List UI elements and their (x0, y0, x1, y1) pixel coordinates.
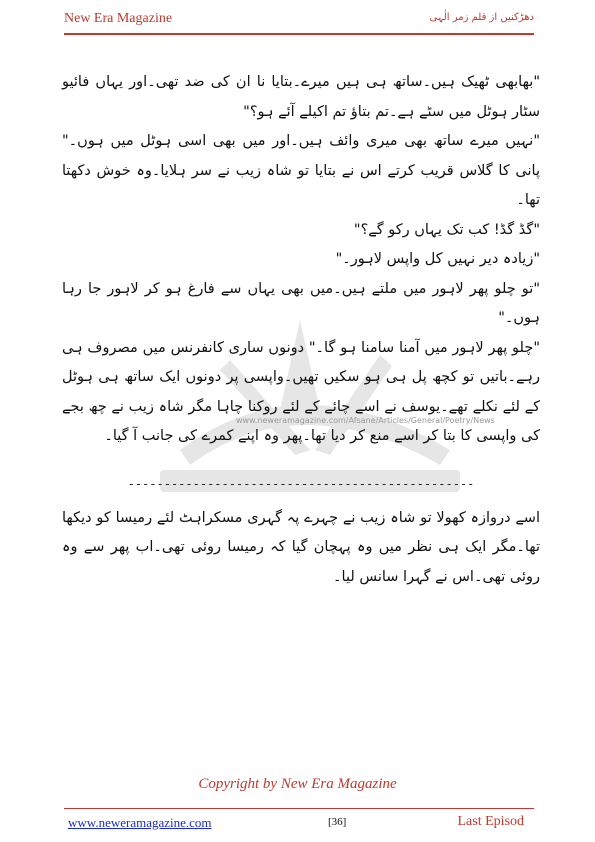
website-link[interactable]: www.neweramagazine.com (68, 815, 212, 830)
paragraph: "چلو پھر لاہور میں آمنا سامنا ہو گا۔" دونوں ساری کانفرنس میں مصروف ہی رہے۔باتیں تو کچھ پل ہی ہو سکیں تھیں۔واپسی پر دونوں ایک ساتھ ہی ہوٹل کے لئے نکلے تھے۔یوسف نے اسے چائے کے لئے روکنا چاہا مگر شاہ زیب نے چھ بجے کی واپسی کا بتا کر اسے منع کر دیا تھا۔پھر وہ اپنے کمرے کی جانب آ گیا۔ (62, 339, 540, 444)
story-title: دھڑکنیں از قلم زمر الٰہی (429, 12, 534, 23)
page-footer (64, 814, 534, 834)
paragraph: "گڈ گڈ! کب تک یہاں رکو گے؟" (353, 221, 540, 238)
paragraph: "تو چلو پھر لاہور میں ملتے ہیں۔میں بھی یہاں سے فارغ ہو کر لاہور جا رہا ہوں۔" (62, 280, 540, 326)
magazine-name: New Era Magazine (64, 11, 173, 26)
paragraph: "زیادہ دیر نہیں کل واپس لاہور۔" (335, 251, 540, 267)
header-divider (64, 33, 534, 35)
story-body (62, 68, 540, 592)
paragraph: "نہیں میرے ساتھ بھی میری وائف ہیں۔اور میں بھی اسی ہوٹل میں ہوں۔" پانی کا گلاس قریب کرتے اس نے بتایا تو شاہ زیب نے سر ہلایا۔وہ خوش دکھتا تھا۔ (62, 133, 540, 208)
paragraph: اسے دروازہ کھولا تو شاہ زیب نے چہرے پہ گہری مسکراہٹ لئے رمیسا کو دیکھا تھا۔مگر ایک ہی نظر میں وہ پہچان گیا کہ رمیسا روئی تھی۔اب پھر سے وہ روئی تھی۔اس نے گہرا سانس لیا۔ (62, 509, 540, 585)
page-header (64, 8, 534, 32)
scene-separator: ------------------------------------------------ (127, 476, 475, 491)
copyright-notice: Copyright by New Era Magazine (198, 776, 397, 792)
paragraph: "بھابھی ٹھیک ہیں۔ساتھ ہی ہیں میرے۔بتایا نا ان کی ضد تھی۔اور یہاں فائیو سٹار ہوٹل میں سٹے ہے۔تم بتاؤ تم اکیلے آئے ہو؟" (62, 74, 540, 120)
footer-divider (64, 808, 534, 809)
page-number: [36] (328, 816, 347, 828)
watermark-text: www.neweramagazine.com/Afsane/Articles/General/Poetry/News (236, 416, 495, 425)
episode-label: Last Episod (457, 814, 524, 829)
